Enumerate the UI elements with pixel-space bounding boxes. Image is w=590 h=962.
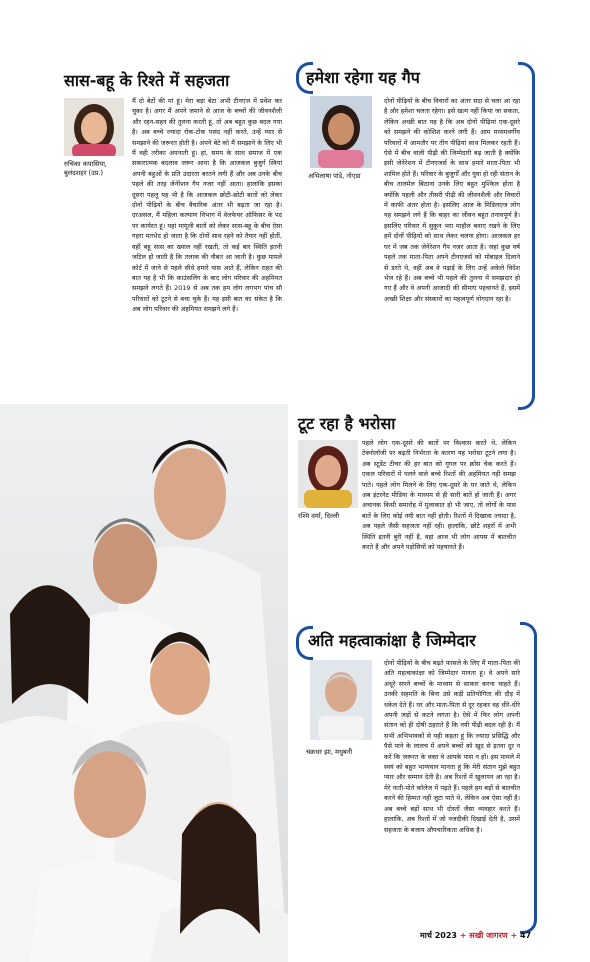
footer-page-number: 47	[519, 931, 532, 940]
article3-body-container	[298, 438, 516, 618]
article2-body-container	[308, 96, 520, 396]
article4-body: दोनों पीढ़ियों के बीच बढ़ते फासले के लिए मैं माता-पिता की अति महत्वाकांक्षा को जिम्मेदार मानता हूं। वे अपने सारे अधूरे सपने बच्चों के माध्यम से साकार करना चाहते हैं। उनकी सहमति के बिना उसे कड़ी प्रतियोगिता की दौड़ में धकेल देते हैं। घर और माता-पिता से दूर रहकर वह धीरे-धीरे अपनी जड़ों से कटने लगता है। ऐसे में फिर लोग अपनी संतान को ही दोषी ठहराते हैं कि नयी पीढ़ी बदल रही है। मैं सभी अभिभावकों से यही कहता हूं कि ज्यादा प्रसिद्धि और पैसे पाने के लालच में अपने बच्चों को खुद से इतना दूर न करें कि जरूरत के वक्त वे आपके पास न हों। इस मामले में स्वयं को बहुत भाग्यवान मानता हूं कि मेरी संतान मुझे बहुत प्यार और सम्मान देती है। अब रिश्तों में खुलापन आ रहा है। मेरे नाती-पोते कॉलेज में पढ़ते हैं। पहले हम बड़ों से बातचीत करने की हिम्मत नहीं जुटा पाते थे, लेकिन अब ऐसा नहीं है। अब बच्चे बड़ों साथ भी दोस्तों जैसा व्यवहार करते हैं। हालांकि, अब रिश्तों में जो नजदीकी दिखाई देती है, उसमें सहजता के बजाय औपचारिकता अधिक है।	[384, 659, 520, 834]
article3-author-name: रश्मि वर्मा,	[298, 512, 323, 520]
article1-body-container	[64, 96, 282, 394]
article3-body: पहले लोग एक-दूसरे की बातों पर विश्वास करते थे, लेकिन टेक्नोलॉजी पर बढ़ती निर्भरता के कारण यह भरोसा टूटने लगा है। अब स्टूडेंट टीचर की हर बात को गूगल पर क्रॉस चेक करते हैं। एकल परिवारों में पलने वाले बच्चे रिश्तों की अहमियत नहीं समझ पाते। पहले लोग मिलने के लिए एक-दूसरे के घर जाते थे, लेकिन अब इंटरनेट मीडिया के माध्यम से ही सारी बातें हो जाती हैं। अगर अचानक किसी समारोह में मुलाकात हो भी जाए, तो लोगों के पास बातें के लिए कोई नयी बात नहीं होती। रिश्तों में दिखावा ज्यादा है, अब पहले जैसी सहजता नहीं रही। हालांकि, छोटे शहरों में अभी स्थिति इतनी बुरी नहीं है, वहां आज भी लोग आपस में बातचीत करते हैं और अपने पड़ोसियों को पहचानते हैं।	[362, 439, 516, 552]
footer-brand: सखी जागरण	[469, 931, 508, 940]
article4-body-container	[306, 658, 520, 922]
article2-author-name: अभिलाषा पांडे,	[308, 172, 345, 180]
article1-photo-spacer	[64, 96, 132, 180]
article1-author-place: बुलंदशहर (उप्र.)	[64, 169, 104, 177]
article1-body: मैं दो बेटों की मां हूं। मेरा बड़ा बेटा अभी टीनएज में प्रवेश कर चुका है। अगर मैं अपने जमाने से आज के बच्चों की जीवनशैली और रहन-सहन की तुलना करती हूं, तो अब बहुत कुछ बदल गया है। अब बच्चे ज्यादा रोक-टोक पसंद नहीं करते, उन्हें प्यार से समझाने की जरूरत होती है। अपने बेटे को मैं समझाने के लिए भी मैं वही तरीका अपनाती हूं। हां, समय के साथ समाज में एक सकारात्मक बदलाव जरूर आया है कि आजकल बुजुर्ग स्त्रियां अपनी बहुओं के प्रति उदारता बरतने लगी हैं और अब उनके बीच पहले की तरह जेनेरेशन गैप नजर नहीं आता। हालांकि इसका दूसरा पहलू यह भी है कि आजकल छोटी-छोटी बातों को लेकर दोनों पीढ़ियों के बीच वैचारिक अंतर भी बढ़ता जा रहा है। दरअसल, मैं महिला कल्याण विभाग में वेलफेयर ऑफिसर के पद पर कार्यरत हूं। यहां मामूली बातों को लेकर सास-बहू के बीच ऐसा गहरा मतभेद हो जाता है कि दोनों साथ रहने को तैयार नहीं होतीं, वहीं बहू सास का ख्याल नहीं रखती, तो कई बार स्थिति इतनी जटिल हो जाती है कि तलाक की नौबत आ जाती है। कुछ मामले कोर्ट में जाने से पहले सीधे हमारे पास आते हैं, लेकिन राहत की बात यह है भी कि काउंसलिंग के बाद लोग परिवार की अहमियत समझने लगते हैं। 2019 से अब तक हम लोग लगभग पांच सौ परिवारों को टूटने से बचा चुके हैं। यह इसी बात का संकेत है कि अब लोग परिवार की अहमियत समझने लगे हैं।	[132, 97, 282, 314]
article2-body: दोनों पीढ़ियों के बीच विचारों का अंतर सदा से चला आ रहा है और हमेशा चलता रहेगा। इसे खत्म नहीं किया जा सकता, लेकिन अच्छी बात यह है कि अब दोनों पीढ़ियां एक-दूसरे को समझने की कोशिश करने लगी हैं। आम मध्यमवर्गीय परिवारों में आमतौर पर तीन पीढ़ियां साथ मिलकर रहती हैं। ऐसे में बीच वाली पीढ़ी की जिम्मेदारी बढ़ जाती है क्योंकि इसी जेनेरेशन में टीनएजर्स के साथ हमारे माता-पिता भी शामिल होते हैं। परिवार के बुजुर्गों और युवा हो रही संतान के बीच तालमेल बिठाना उनके लिए बहुत मुश्किल होता है क्योंकि पहली और तीसरी पीढ़ी की जीवनशैली और विचारों में काफी अंतर होता है। इसलिए आज के मिडिलएज लोग यह समझने लगे हैं कि बाहर का जीवन बहुत तनावपूर्ण है। इसलिए परिवार में सुकून भरा माहौल बनाए रखने के लिए हमें दोनों पीढ़ियों को साथ लेकर चलना होगा। आजकल हर घर में जब तक जेनेरेशन गैप नजर आता है। जहां कुछ वर्ष पहले तक माता-पिता अपने टीनएजर्स को मोबाइल दिलाने से डरते थे, वहीं अब वे पढ़ाई के लिए उन्हें अकेले विदेश भेज रहे हैं। अब बच्चे भी पहले की तुलना में समझदार हो गए हैं और वे अपनी आजादी की सीमाएं पहचानते हैं, इसमें अच्छी शिक्षा और संस्कारों का महत्वपूर्ण योगदान रहा है।	[384, 97, 520, 303]
footer-separator: +	[510, 931, 518, 940]
footer-month: मार्च 2023	[420, 931, 457, 940]
article4-author-name: चक्रधर झा,	[306, 748, 333, 756]
family-group-image	[0, 404, 288, 962]
footer-separator: +	[459, 931, 467, 940]
article3-title: टूट रहा है भरोसा	[298, 414, 396, 433]
article1-author-name: रुचिका कपासिया,	[64, 160, 108, 168]
article4-author-place: मधुबनी	[335, 748, 353, 756]
article2-right-bracket	[518, 62, 535, 410]
article4-photo-spacer	[306, 658, 384, 770]
article1-title: सास-बहू के रिश्ते में सहजता	[64, 71, 230, 90]
article3-photo-spacer	[298, 438, 362, 556]
page-footer	[420, 930, 531, 941]
article3-author-place: दिल्ली	[324, 512, 340, 520]
article2-title: हमेशा रहेगा यह गैप	[306, 68, 420, 87]
article4-right-bracket	[520, 622, 537, 934]
article2-photo-spacer	[308, 96, 384, 214]
article4-title: अति महत्वाकांक्षा है जिम्मेदार	[308, 631, 476, 650]
family-photo	[0, 404, 288, 962]
article2-author-place: नोएडा	[346, 172, 361, 180]
